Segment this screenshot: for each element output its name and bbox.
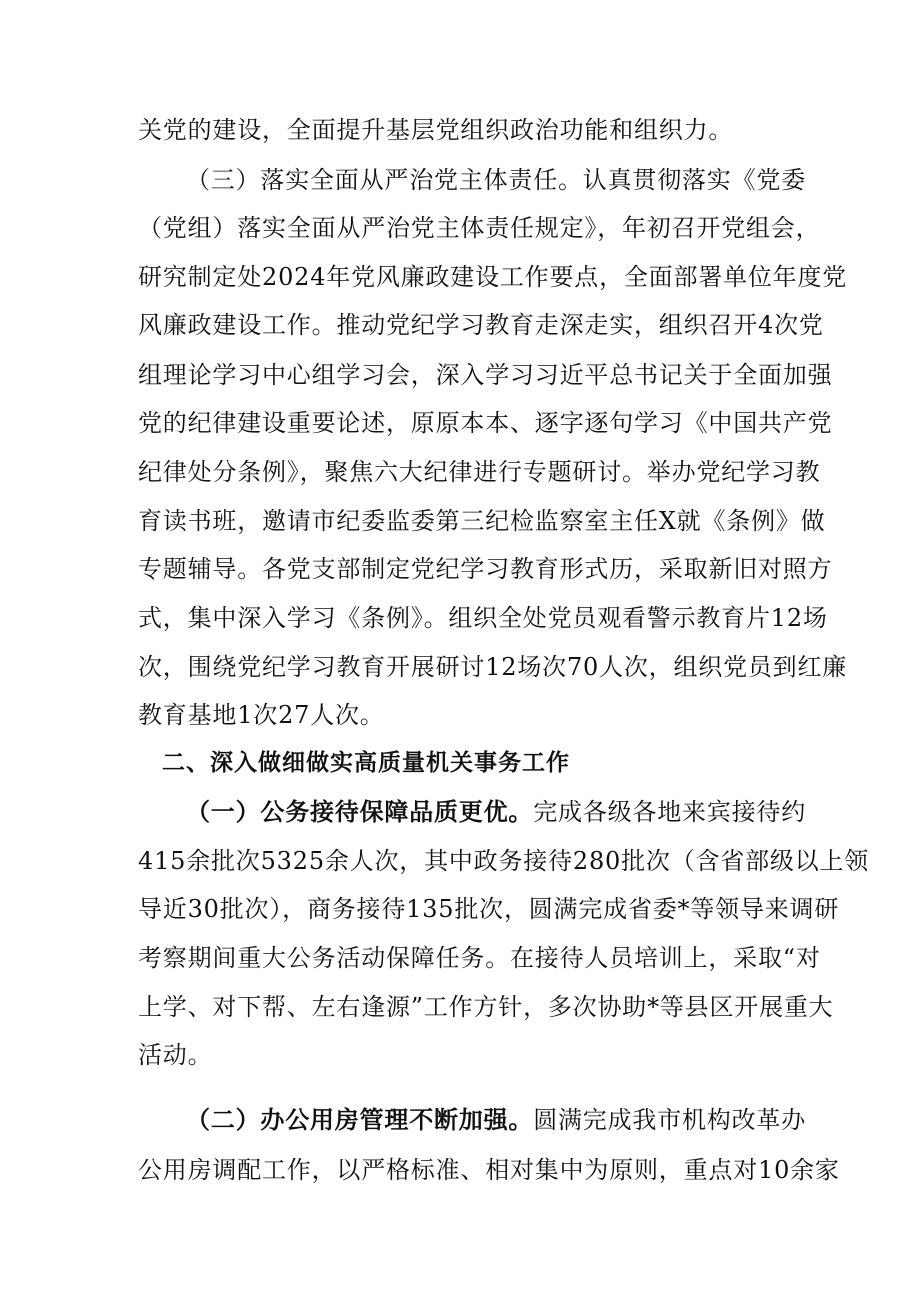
paragraph-line: 风廉政建设工作。推动党纪学习教育走深走实，组织召开4次党 <box>138 311 824 339</box>
paragraph-line: 式，集中深入学习《条例》。组织全处党员观看警示教育片12场 <box>138 604 828 632</box>
subsection-heading: （一）公务接待保障品质更优。 <box>186 797 534 826</box>
paragraph-line: （三）落实全面从严治党主体责任。认真贯彻落实《党委 <box>186 166 806 194</box>
paragraph-line: 上学、对下帮、左右逢源”工作方针，多次协助*等县区开展重大 <box>138 993 834 1021</box>
paragraph-line <box>186 1104 807 1136</box>
paragraph-text: 完成各级各地来宾接待约 <box>533 798 807 826</box>
subsection-heading: （二）办公用房管理不断加强。 <box>186 1105 534 1134</box>
paragraph-line: 公用房调配工作，以严格标准、相对集中为原则，重点对10余家 <box>138 1156 840 1184</box>
paragraph-line: 育读书班，邀请市纪委监委第三纪检监察室主任X就《条例》做 <box>138 507 826 535</box>
paragraph-line: 导近30批次），商务接待135批次，圆满完成省委*等领导来调研 <box>138 895 840 923</box>
paragraph-line: 研究制定处2024年党风廉政建设工作要点，全面部署单位年度党 <box>138 263 848 291</box>
paragraph-line: 活动。 <box>138 1041 213 1069</box>
paragraph-line: 次，围绕党纪学习教育开展研讨12场次70人次，组织党员到红廉 <box>138 653 848 681</box>
paragraph-line: 415余批次5325余人次，其中政务接待280批次（含省部级以上领 <box>138 847 870 875</box>
section-heading: 二、深入做细做实高质量机关事务工作 <box>162 750 570 776</box>
paragraph-line: 组理论学习中心组学习会，深入学习习近平总书记关于全面加强 <box>138 361 833 389</box>
paragraph-line: 关党的建设，全面提升基层党组织政治功能和组织力。 <box>138 116 734 144</box>
paragraph-line: 专题辅导。各党支部制定党纪学习教育形式历，采取新旧对照方 <box>138 555 833 583</box>
paragraph-line: 纪律处分条例》，聚焦六大纪律进行专题研讨。举办党纪学习教 <box>138 458 821 486</box>
paragraph-line <box>186 796 807 828</box>
paragraph-line: （党组）落实全面从严治党主体责任规定》，年初召开党组会， <box>138 214 821 242</box>
paragraph-line: 党的纪律建设重要论述，原原本本、逐字逐句学习《中国共产党 <box>138 409 833 437</box>
paragraph-text: 圆满完成我市机构改革办 <box>533 1106 807 1134</box>
paragraph-line: 考察期间重大公务活动保障任务。在接待人员培训上，采取“对 <box>138 944 821 972</box>
paragraph-line: 教育基地1次27人次。 <box>138 701 385 729</box>
